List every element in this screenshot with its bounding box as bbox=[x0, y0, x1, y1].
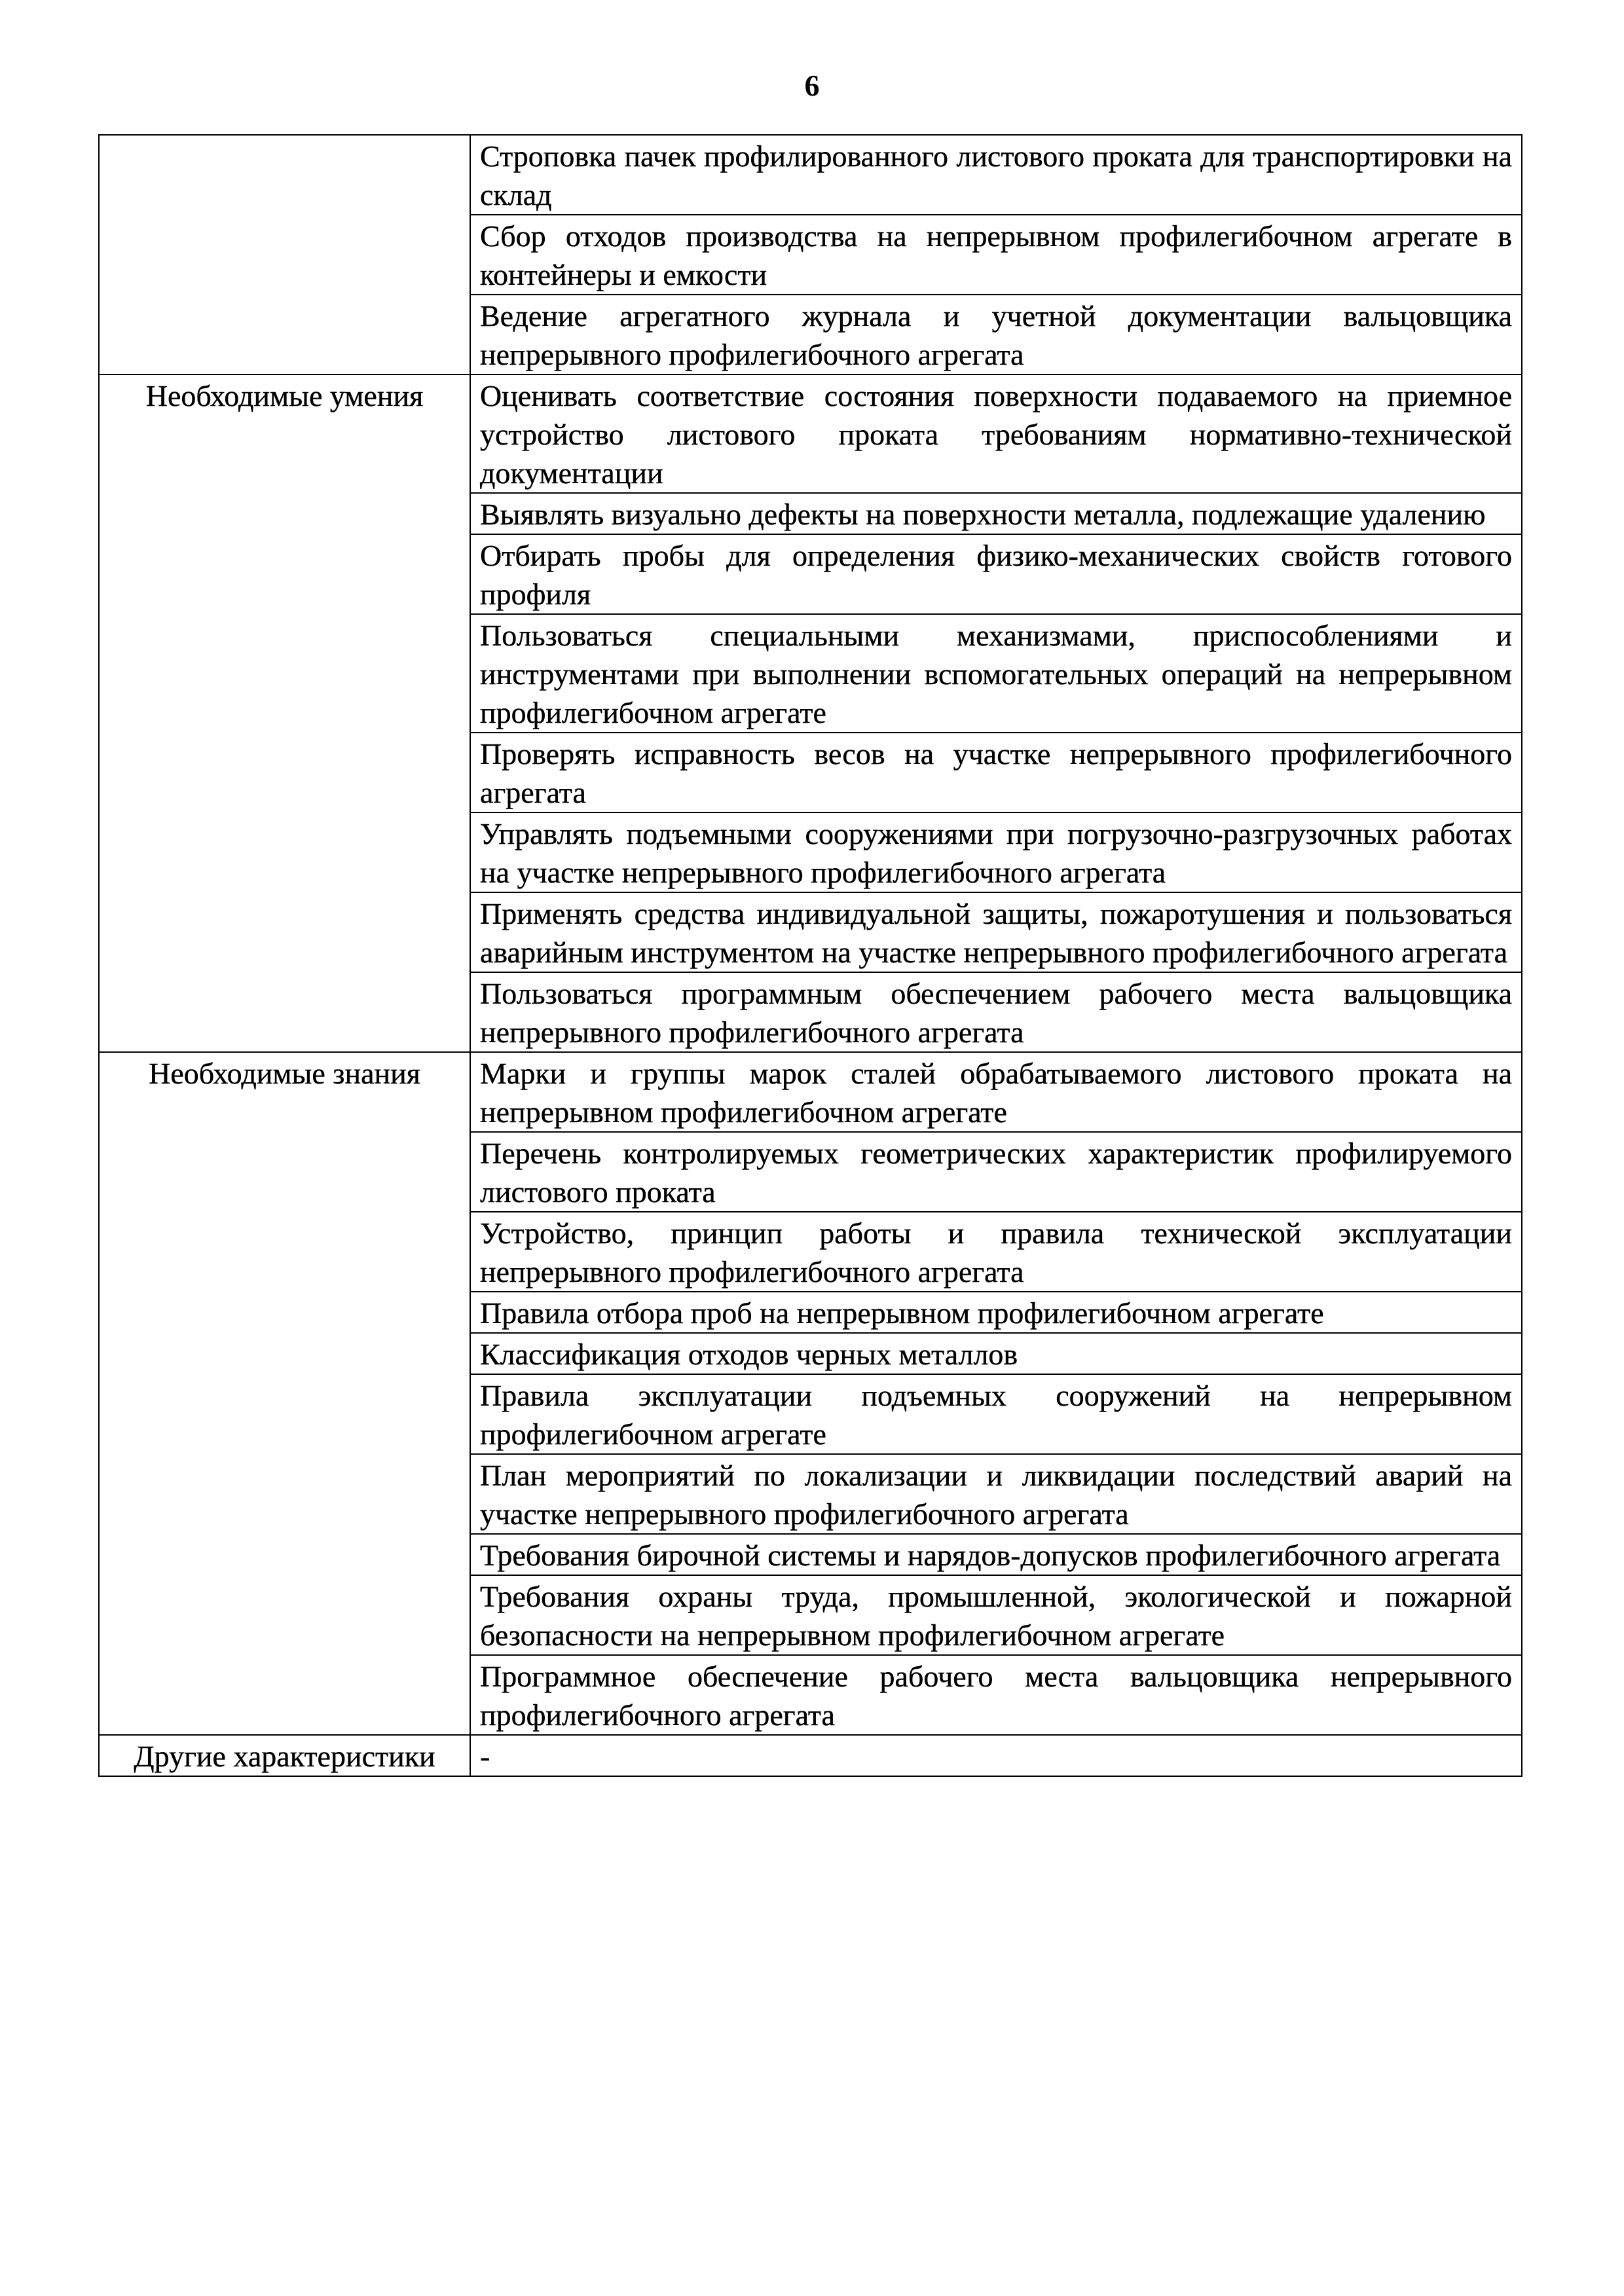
item-text: Ведение агрегатного журнала и учетной документации вальцовщика непрерывного профилегибочного агрегата bbox=[470, 295, 1522, 374]
row-label: Необходимые умения bbox=[145, 379, 424, 412]
item-text: Программное обеспечение рабочего места вальцовщика непрерывного профилегибочного агрегата bbox=[470, 1655, 1522, 1735]
item-text: Требования бирочной системы и нарядов-допусков профилегибочного агрегата bbox=[470, 1534, 1522, 1575]
row-label-cell bbox=[99, 1052, 470, 1735]
row-label-cell bbox=[99, 1735, 470, 1776]
item-text: Пользоваться специальными механизмами, приспособлениями и инструментами при выполнении вспомогательных операций на непрерывном профилегибочном агрегате bbox=[470, 614, 1522, 733]
item-text: Сбор отходов производства на непрерывном профилегибочном агрегате в контейнеры и емкости bbox=[470, 215, 1522, 295]
row-label-cell bbox=[99, 135, 470, 374]
row-label-cell bbox=[99, 374, 470, 1052]
item-text: Правила отбора проб на непрерывном профилегибочном агрегате bbox=[470, 1292, 1522, 1333]
row-label: Необходимые знания bbox=[149, 1057, 420, 1090]
table-row bbox=[99, 1052, 1522, 1132]
item-text: - bbox=[470, 1735, 1522, 1776]
item-text: Применять средства индивидуальной защиты, пожаротушения и пользоваться аварийным инструментом на участке непрерывного профилегибочного агрегата bbox=[470, 892, 1522, 972]
item-text: Управлять подъемными сооружениями при погрузочно-разгрузочных работах на участке непрерывного профилегибочного агрегата bbox=[470, 812, 1522, 892]
item-text: Классификация отходов черных металлов bbox=[470, 1333, 1522, 1374]
item-text: Отбирать пробы для определения физико-механических свойств готового профиля bbox=[470, 534, 1522, 614]
item-text: Оценивать соответствие состояния поверхности подаваемого на приемное устройство листового проката требованиям нормативно-технической документации bbox=[470, 374, 1522, 493]
item-text: Выявлять визуально дефекты на поверхности металла, подлежащие удалению bbox=[470, 493, 1522, 534]
item-text: Проверять исправность весов на участке непрерывного профилегибочного агрегата bbox=[470, 733, 1522, 812]
characteristics-table bbox=[98, 134, 1522, 1777]
table-row bbox=[99, 1735, 1522, 1776]
table-row bbox=[99, 374, 1522, 493]
item-text: План мероприятий по локализации и ликвидации последствий аварий на участке непрерывного профилегибочного агрегата bbox=[470, 1454, 1522, 1534]
item-text: Требования охраны труда, промышленной, экологической и пожарной безопасности на непрерывном профилегибочном агрегате bbox=[470, 1575, 1522, 1655]
item-text: Правила эксплуатации подъемных сооружений на непрерывном профилегибочном агрегате bbox=[470, 1374, 1522, 1454]
item-text: Устройство, принцип работы и правила технической эксплуатации непрерывного профилегибочного агрегата bbox=[470, 1212, 1522, 1292]
item-text: Пользоваться программным обеспечением рабочего места вальцовщика непрерывного профилегибочного агрегата bbox=[470, 972, 1522, 1052]
table-row bbox=[99, 135, 1522, 215]
row-label: Другие характеристики bbox=[134, 1740, 435, 1773]
item-text: Перечень контролируемых геометрических характеристик профилируемого листового проката bbox=[470, 1132, 1522, 1212]
item-text: Строповка пачек профилированного листового проката для транспортировки на склад bbox=[470, 135, 1522, 215]
item-text: Марки и группы марок сталей обрабатываемого листового проката на непрерывном профилегибочном агрегате bbox=[470, 1052, 1522, 1132]
page-number: 6 bbox=[804, 69, 820, 102]
